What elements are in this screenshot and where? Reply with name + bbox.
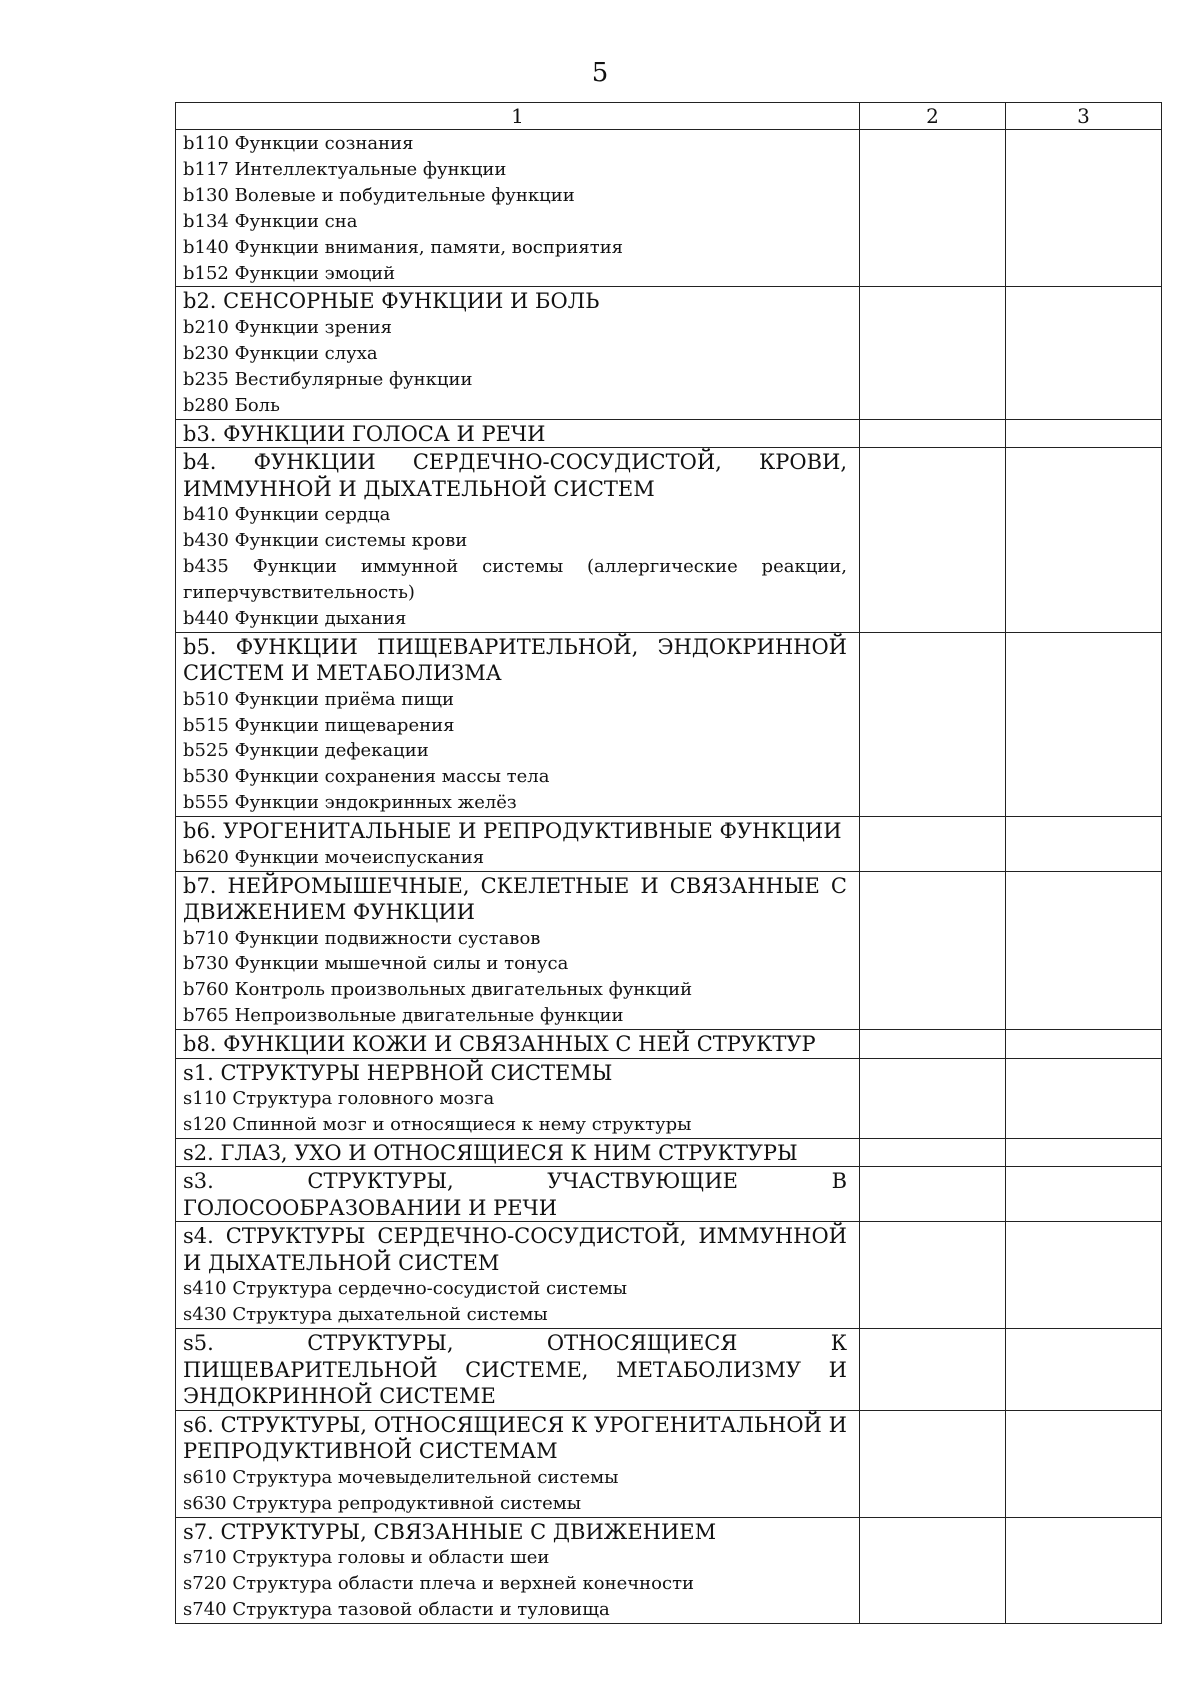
section-heading: s1. СТРУКТУРЫ НЕРВНОЙ СИСТЕМЫ — [183, 1060, 613, 1085]
section-cell — [176, 1222, 860, 1329]
list-item: b280 Боль — [183, 394, 280, 416]
list-item: s630 Структура репродуктивной системы — [183, 1492, 582, 1514]
section-content — [176, 1411, 859, 1517]
list-item: s710 Структура головы и области шеи — [183, 1547, 550, 1569]
list-item: b440 Функции дыхания — [183, 607, 407, 629]
section-cell — [176, 1167, 860, 1222]
list-item: b765 Непроизвольные двигательные функции — [183, 1005, 624, 1027]
column-2-cell — [860, 419, 1006, 448]
section-heading: s7. СТРУКТУРЫ, СВЯЗАННЫЕ С ДВИЖЕНИЕМ — [183, 1519, 717, 1544]
section-content — [176, 1167, 859, 1221]
table-row — [176, 1030, 1162, 1059]
list-item: b117 Интеллектуальные функции — [183, 158, 507, 180]
list-item: b410 Функции сердца — [183, 504, 391, 526]
list-item: b130 Волевые и побудительные функции — [183, 184, 575, 206]
section-heading: b8. ФУНКЦИИ КОЖИ И СВЯЗАННЫХ С НЕЙ СТРУКТУР — [183, 1032, 816, 1057]
table-row — [176, 1517, 1162, 1623]
list-item: b515 Функции пищеварения — [183, 714, 455, 736]
table-row — [176, 1410, 1162, 1517]
column-2-cell — [860, 448, 1006, 633]
table-body — [176, 103, 1162, 1624]
section-cell — [176, 1058, 860, 1138]
section-content — [176, 130, 859, 286]
column-2-cell — [860, 287, 1006, 419]
column-3-cell — [1006, 448, 1162, 633]
column-3-cell — [1006, 817, 1162, 871]
column-2-cell — [860, 817, 1006, 871]
column-2-cell — [860, 632, 1006, 817]
list-item: b210 Функции зрения — [183, 316, 393, 338]
section-content — [176, 1059, 859, 1138]
list-item: b430 Функции системы крови — [183, 529, 468, 551]
table-header-row — [176, 103, 1162, 130]
section-cell — [176, 1517, 860, 1623]
column-header-2: 2 — [860, 103, 1006, 130]
section-heading: s2. ГЛАЗ, УХО И ОТНОСЯЩИЕСЯ К НИМ СТРУКТУРЫ — [183, 1140, 798, 1165]
table-row — [176, 817, 1162, 871]
section-cell — [176, 1410, 860, 1517]
section-cell — [176, 1329, 860, 1411]
list-item: s120 Спинной мозг и относящиеся к нему структуры — [183, 1114, 692, 1136]
table-row — [176, 1329, 1162, 1411]
section-heading: s3. СТРУКТУРЫ, УЧАСТВУЮЩИЕ В ГОЛОСООБРАЗОВАНИИ И РЕЧИ — [183, 1169, 847, 1220]
column-3-cell — [1006, 1138, 1162, 1167]
section-content — [176, 633, 859, 817]
column-3-cell — [1006, 1058, 1162, 1138]
list-item: s110 Структура головного мозга — [183, 1088, 495, 1110]
column-header-1: 1 — [176, 103, 860, 130]
list-item: b760 Контроль произвольных двигательных функций — [183, 979, 693, 1001]
section-cell — [176, 871, 860, 1030]
column-3-cell — [1006, 1329, 1162, 1411]
list-item: b510 Функции приёма пищи — [183, 688, 455, 710]
column-2-cell — [860, 1329, 1006, 1411]
column-3-cell — [1006, 287, 1162, 419]
list-item: b235 Вестибулярные функции — [183, 368, 473, 390]
list-item: b620 Функции мочеиспускания — [183, 846, 485, 868]
column-2-cell — [860, 1167, 1006, 1222]
list-item: b525 Функции дефекации — [183, 740, 429, 762]
column-header-3: 3 — [1006, 103, 1162, 130]
list-item: b710 Функции подвижности суставов — [183, 927, 541, 949]
list-item: b230 Функции слуха — [183, 342, 378, 364]
list-item: s430 Структура дыхательной системы — [183, 1304, 548, 1326]
assessment-table — [175, 102, 1162, 1624]
list-item: b110 Функции сознания — [183, 133, 414, 154]
section-cell — [176, 817, 860, 871]
table-row — [176, 130, 1162, 287]
section-cell — [176, 448, 860, 633]
section-cell — [176, 1030, 860, 1059]
column-3-cell — [1006, 871, 1162, 1030]
list-item: b555 Функции эндокринных желёз — [183, 792, 517, 814]
list-item: b140 Функции внимания, памяти, восприятия — [183, 236, 624, 258]
section-heading: s6. СТРУКТУРЫ, ОТНОСЯЩИЕСЯ К УРОГЕНИТАЛЬНОЙ И РЕПРОДУКТИВНОЙ СИСТЕМАМ — [183, 1412, 847, 1464]
section-content — [176, 1030, 859, 1058]
column-3-cell — [1006, 419, 1162, 448]
column-2-cell — [860, 1517, 1006, 1623]
column-2-cell — [860, 1138, 1006, 1167]
column-3-cell — [1006, 130, 1162, 287]
table-row — [176, 287, 1162, 419]
section-heading: b5. ФУНКЦИИ ПИЩЕВАРИТЕЛЬНОЙ, ЭНДОКРИННОЙ СИСТЕМ И МЕТАБОЛИЗМА — [183, 634, 847, 686]
column-2-cell — [860, 1030, 1006, 1059]
page-number: 5 — [591, 58, 609, 88]
list-item: b730 Функции мышечной силы и тонуса — [183, 953, 569, 975]
section-heading: b7. НЕЙРОМЫШЕЧНЫЕ, СКЕЛЕТНЫЕ И СВЯЗАННЫЕ С ДВИЖЕНИЕМ ФУНКЦИИ — [183, 873, 847, 925]
section-cell — [176, 419, 860, 448]
column-3-cell — [1006, 1167, 1162, 1222]
column-3-cell — [1006, 1410, 1162, 1517]
list-item: b530 Функции сохранения массы тела — [183, 766, 550, 788]
section-content — [176, 448, 859, 632]
column-2-cell — [860, 1058, 1006, 1138]
list-item: b435 Функции иммунной системы (аллергические реакции, гиперчувствительность) — [183, 555, 847, 603]
table-row — [176, 871, 1162, 1030]
section-heading: b6. УРОГЕНИТАЛЬНЫЕ И РЕПРОДУКТИВНЫЕ ФУНКЦИИ — [183, 819, 842, 844]
list-item: s740 Структура тазовой области и туловища — [183, 1598, 610, 1620]
section-content — [176, 1329, 859, 1410]
table-row — [176, 1138, 1162, 1167]
section-cell — [176, 130, 860, 287]
section-content — [176, 1222, 859, 1328]
column-2-cell — [860, 1222, 1006, 1329]
section-cell — [176, 632, 860, 817]
column-3-cell — [1006, 1222, 1162, 1329]
table-row — [176, 448, 1162, 633]
column-3-cell — [1006, 1030, 1162, 1059]
section-heading: b3. ФУНКЦИИ ГОЛОСА И РЕЧИ — [183, 421, 546, 446]
column-2-cell — [860, 130, 1006, 287]
list-item: s610 Структура мочевыделительной системы — [183, 1466, 619, 1488]
section-content — [176, 420, 859, 448]
section-cell — [176, 287, 860, 419]
section-heading: b4. ФУНКЦИИ СЕРДЕЧНО-СОСУДИСТОЙ, КРОВИ, ИММУННОЙ И ДЫХАТЕЛЬНОЙ СИСТЕМ — [183, 450, 847, 501]
column-2-cell — [860, 871, 1006, 1030]
table-row — [176, 419, 1162, 448]
section-content — [176, 817, 859, 870]
section-heading: b2. СЕНСОРНЫЕ ФУНКЦИИ И БОЛЬ — [183, 289, 600, 314]
table-row — [176, 632, 1162, 817]
section-content — [176, 1139, 859, 1167]
column-3-cell — [1006, 1517, 1162, 1623]
table-row — [176, 1222, 1162, 1329]
list-item: b152 Функции эмоций — [183, 262, 396, 284]
list-item: s410 Структура сердечно-сосудистой системы — [183, 1278, 628, 1300]
list-item: b134 Функции сна — [183, 210, 358, 232]
table-row — [176, 1167, 1162, 1222]
section-heading: s5. СТРУКТУРЫ, ОТНОСЯЩИЕСЯ К ПИЩЕВАРИТЕЛЬНОЙ СИСТЕМЕ, МЕТАБОЛИЗМУ И ЭНДОКРИННОЙ СИСТЕМЕ — [183, 1331, 847, 1409]
section-content — [176, 872, 859, 1030]
column-3-cell — [1006, 632, 1162, 817]
section-content — [176, 1518, 859, 1623]
section-heading: s4. СТРУКТУРЫ СЕРДЕЧНО-СОСУДИСТОЙ, ИММУННОЙ И ДЫХАТЕЛЬНОЙ СИСТЕМ — [183, 1224, 847, 1275]
column-2-cell — [860, 1410, 1006, 1517]
section-cell — [176, 1138, 860, 1167]
table-row — [176, 1058, 1162, 1138]
section-content — [176, 287, 859, 418]
list-item: s720 Структура области плеча и верхней конечности — [183, 1573, 695, 1594]
